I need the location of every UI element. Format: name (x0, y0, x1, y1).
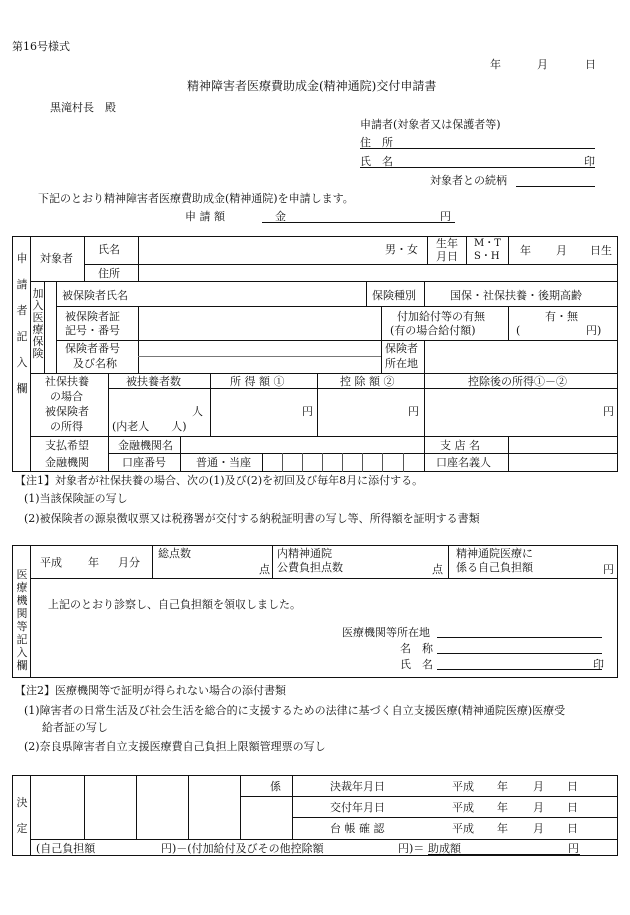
subject-label: 対象者 (40, 252, 73, 265)
form-title: 精神障害者医療費助成金(精神通院)交付申請書 (187, 79, 437, 93)
note2-item2: (2)奈良県障害者自立支援医療費自己負担上限額管理票の写し (24, 740, 326, 753)
ledger-check-label: 台 帳 確 認 (330, 822, 385, 835)
receipt-statement: 上記のとおり診察し、自己負担額を領収しました。 (48, 598, 301, 611)
amount-label: 申 請 額 (185, 210, 225, 223)
pay-label-2: 金融機関 (45, 456, 89, 469)
form-number: 第16号様式 (12, 40, 70, 53)
issue-month: 月 (533, 801, 544, 814)
amount-field[interactable] (262, 222, 455, 223)
after-deduction-label: 控除後の所得①－② (468, 375, 567, 388)
institution-location-label: 医療機関等所在地 (342, 626, 430, 639)
self-pay-label-2: 係る自己負担額 (456, 561, 533, 574)
social-label-2: の場合 (50, 390, 83, 403)
section3-side-label: 決定 (16, 796, 28, 835)
extra-benefit-yen: 円) (586, 324, 602, 337)
birth-year: 年 (520, 244, 531, 257)
institution-rep-field[interactable] (437, 669, 602, 670)
era-options-1[interactable]: M・T (474, 238, 501, 249)
subject-name-field[interactable] (142, 242, 372, 258)
decision-date-label: 決裁年月日 (330, 780, 385, 793)
insurance-side-label: 加入医療保険 (32, 287, 44, 360)
decision-year: 年 (497, 780, 508, 793)
issue-year: 年 (497, 801, 508, 814)
note2-title: 【注2】医療機関等で証明が得られない場合の添付書類 (15, 684, 286, 697)
insurer-label-1: 保険者番号 (65, 342, 120, 355)
sex-options[interactable]: 男・女 (385, 243, 418, 256)
extra-benefit-label-2: (有の場合給付額) (390, 324, 476, 337)
grant-label: 助成額 (428, 842, 461, 855)
income-label: 所 得 額 ① (230, 375, 285, 388)
institution-name-label: 名 称 (400, 642, 433, 655)
extra-benefit-label-1: 付加給付等の有無 (397, 310, 485, 323)
birth-day: 日生 (590, 244, 612, 257)
section2-side-label: 医療機関等記入欄 (16, 568, 28, 672)
name-label: 氏名 (98, 243, 120, 256)
amount-prefix: 金 (275, 210, 286, 223)
issue-day: 日 (567, 801, 578, 814)
insurer-label-2: 及び名称 (73, 357, 117, 370)
pay-label-1: 支払希望 (45, 439, 89, 452)
insurance-type-options[interactable]: 国保・社保扶養・後期高齢 (450, 289, 582, 302)
deduction-yen: 円 (408, 405, 419, 418)
era-options-2[interactable]: S・H (474, 251, 500, 262)
institution-seal: 印 (593, 658, 604, 671)
social-label-1: 社保扶養 (45, 375, 89, 388)
card-label-1: 被保険者証 (65, 310, 120, 323)
bank-name-label: 金融機関名 (118, 439, 173, 452)
institution-rep-label: 氏 名 (400, 658, 433, 671)
card-label-2: 記号・番号 (65, 324, 120, 337)
treatment-month: 月分 (118, 556, 140, 569)
applicant-label: 申請者(対象者又は保護者等) (360, 118, 501, 131)
decision-month: 月 (533, 780, 544, 793)
section1-side-label: 申請者記入欄 (16, 252, 28, 395)
psych-points-label-2: 公費負担点数 (277, 561, 343, 574)
note1-title: 【注1】対象者が社保扶養の場合、次の(1)及び(2)を初回及び毎年8月に添付する。 (15, 474, 424, 487)
card-number-field[interactable] (140, 310, 376, 336)
amount-unit: 円 (440, 210, 451, 223)
formula-self-pay: (自己負担額 (36, 842, 96, 855)
addressee: 黒滝村長 殿 (50, 101, 116, 114)
ledger-day: 日 (567, 822, 578, 835)
institution-location-field[interactable] (437, 637, 602, 638)
account-holder-field[interactable] (512, 455, 612, 469)
total-points-unit: 点 (259, 563, 270, 576)
address-label: 住所 (98, 267, 120, 280)
applicant-address-field[interactable] (360, 148, 595, 149)
ledger-year: 年 (497, 822, 508, 835)
decision-day: 日 (567, 780, 578, 793)
date-month: 月 (537, 58, 548, 71)
treatment-year: 年 (88, 556, 99, 569)
account-type-options[interactable]: 普通・当座 (196, 456, 251, 469)
date-day: 日 (585, 58, 596, 71)
income-yen: 円 (302, 405, 313, 418)
relation-field[interactable] (516, 186, 595, 187)
grant-yen: 円 (568, 842, 579, 855)
birth-month: 月 (556, 244, 567, 257)
self-pay-yen: 円 (603, 563, 614, 576)
issue-era: 平成 (452, 801, 474, 814)
insurer-field[interactable] (140, 342, 376, 370)
staff-label: 係 (270, 780, 281, 793)
issue-date-label: 交付年月日 (330, 801, 385, 814)
applicant-name-field[interactable] (360, 167, 595, 168)
deduction-label: 控 除 額 ② (340, 375, 395, 388)
insurance-type-label: 保険種別 (372, 289, 416, 302)
after-deduction-yen: 円 (603, 405, 614, 418)
bank-name-field[interactable] (184, 438, 420, 452)
intro-text: 下記のとおり精神障害者医療費助成金(精神通院)を申請します。 (38, 192, 354, 205)
account-number-label: 口座番号 (122, 456, 166, 469)
note2-item1b: 給者証の写し (42, 721, 108, 734)
grant-amount-field[interactable] (428, 854, 580, 855)
institution-name-field[interactable] (437, 653, 602, 654)
decision-era: 平成 (452, 780, 474, 793)
note1-item2: (2)被保険者の源泉徴収票又は税務署が交付する納税証明書の写し等、所得額を証明する書類 (24, 512, 480, 525)
insured-name-label: 被保険者氏名 (62, 289, 128, 302)
self-pay-label-1: 精神通院医療に (456, 547, 533, 560)
branch-label: 支 店 名 (440, 439, 480, 452)
birth-label-2: 月日 (436, 250, 458, 263)
total-points-label: 総点数 (158, 547, 191, 560)
birth-label-1: 生年 (436, 237, 458, 250)
psych-points-unit: 点 (432, 563, 443, 576)
social-label-4: の所得 (50, 420, 83, 433)
dependents-label: 被扶養者数 (126, 375, 181, 388)
formula-equals: 円)＝ (398, 842, 425, 855)
ledger-era: 平成 (452, 822, 474, 835)
psych-points-label-1: 内精神通院 (277, 547, 332, 560)
extra-benefit-paren: ( (516, 324, 521, 337)
note2-item1a: (1)障害者の日常生活及び社会生活を総合的に支援するための法律に基づく自立支援医療(精神通院医療)医療受 (24, 704, 566, 717)
insured-name-field[interactable] (140, 287, 360, 303)
social-label-3: 被保険者 (45, 405, 89, 418)
applicant-address-label: 住 所 (360, 136, 393, 149)
insurer-location-label-1: 保険者 (385, 342, 418, 355)
note1-item1: (1)当該保険証の写し (24, 492, 128, 505)
treatment-era: 平成 (40, 556, 62, 569)
elderly-count[interactable]: (内老人 人) (112, 420, 187, 433)
applicant-seal: 印 (584, 155, 595, 168)
extra-benefit-options[interactable]: 有・無 (545, 310, 578, 323)
date-year: 年 (490, 58, 501, 71)
formula-deduction: 円)－(付加給付及びその他控除額 (161, 842, 324, 855)
insurer-location-field[interactable] (428, 342, 612, 370)
applicant-name-label: 氏 名 (360, 155, 393, 168)
relation-label: 対象者との続柄 (430, 174, 507, 187)
ledger-month: 月 (533, 822, 544, 835)
subject-address-field[interactable] (142, 266, 612, 280)
branch-field[interactable] (512, 438, 612, 452)
account-holder-label: 口座名義人 (436, 456, 491, 469)
dependents-unit: 人 (192, 405, 203, 418)
insurer-location-label-2: 所在地 (385, 357, 418, 370)
